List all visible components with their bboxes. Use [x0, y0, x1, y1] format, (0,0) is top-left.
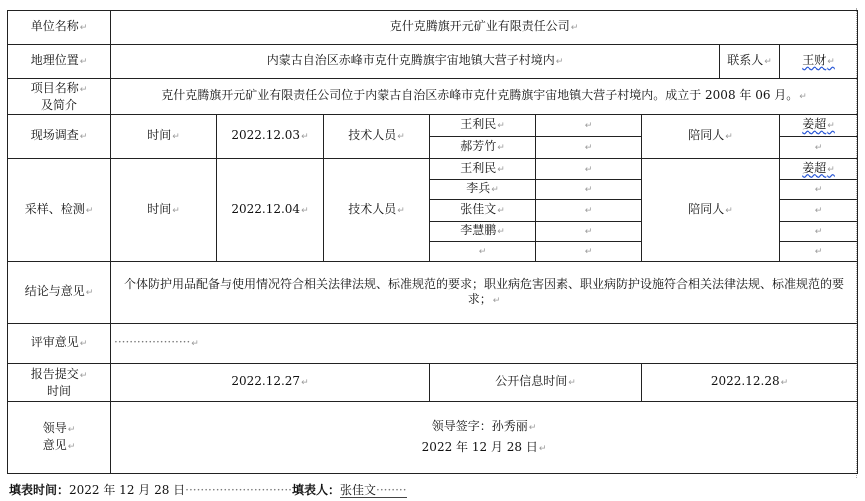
- unit-name-value[interactable]: 克什克腾旗开元矿业有限责任公司 ↵: [111, 11, 858, 45]
- project-label-line1: 项目名称 ↵: [11, 81, 107, 98]
- project-intro[interactable]: 克什克腾旗开元矿业有限责任公司位于内蒙古自治区赤峰市克什克腾旗宇宙地镇大营子村境内。成立于 2008 年 06 月。 ↵: [111, 79, 858, 115]
- site-survey-label: 现场调查 ↵: [8, 115, 111, 159]
- report-label-line2: 时间: [46, 383, 71, 398]
- sampling-companion-blank-3[interactable]: ↵: [780, 200, 858, 222]
- report-date[interactable]: 2022.12.27 ↵: [111, 364, 430, 402]
- leader-sign-line: [114, 419, 854, 436]
- row-leader: [8, 402, 858, 474]
- sampling-staff-2[interactable]: 李兵 ↵: [430, 180, 536, 200]
- sampling-companion-blank-2[interactable]: ↵: [780, 180, 858, 200]
- sampling-companion-label: 陪同人 ↵: [642, 159, 780, 262]
- filler-value[interactable]: [340, 483, 407, 498]
- sampling-companion-value[interactable]: 姜超 ↵: [802, 161, 835, 175]
- sampling-staff-1[interactable]: 王利民 ↵: [430, 159, 536, 180]
- leader-date[interactable]: 2022 年 12 月 28 日 ↵: [114, 440, 854, 457]
- sampling-staff-2-extra[interactable]: ↵: [536, 180, 642, 200]
- row-project: [8, 79, 858, 115]
- leader-label-line2: 意见 ↵: [11, 438, 107, 455]
- row-survey-1: [8, 115, 858, 137]
- survey-staff-1[interactable]: 王利民 ↵: [430, 115, 536, 137]
- sampling-tech-label: 技术人员 ↵: [324, 159, 430, 262]
- sampling-staff-4-extra[interactable]: ↵: [536, 222, 642, 242]
- survey-companion-cell: [780, 115, 858, 137]
- leader-label: [8, 402, 111, 474]
- public-time-label: 公开信息时间 ↵: [430, 364, 642, 402]
- conclusion-label: 结论与意见 ↵: [8, 262, 111, 324]
- row-location: [8, 45, 858, 79]
- leader-sign-label: 领导签字：: [431, 418, 492, 433]
- project-label: [8, 79, 111, 115]
- survey-companion-value[interactable]: 姜超 ↵: [802, 117, 835, 131]
- sampling-date[interactable]: 2022.12.04 ↵: [217, 159, 324, 262]
- contact-cell: [780, 45, 858, 79]
- survey-time-label: 时间 ↵: [111, 115, 217, 159]
- conclusion-text[interactable]: 个体防护用品配备与使用情况符合相关法律法规、标准规范的要求；职业病危害因素、职业病防护设施符合相关法律法规、标准规范的要求； ↵: [111, 262, 858, 324]
- form-footer: [9, 481, 407, 498]
- location-value[interactable]: 内蒙古自治区赤峰市克什克腾旗宇宙地镇大营子村境内 ↵: [111, 45, 720, 79]
- survey-staff-1-extra[interactable]: ↵: [536, 115, 642, 137]
- report-label: [8, 364, 111, 402]
- row-report: [8, 364, 858, 402]
- row-unit-name: [8, 11, 858, 45]
- review-value-cell[interactable]: [111, 324, 858, 364]
- sampling-time-label: 时间 ↵: [111, 159, 217, 262]
- row-sampling-1: [8, 159, 858, 180]
- filler-name: 张佳文: [340, 483, 377, 497]
- row-conclusion: [8, 262, 858, 324]
- sampling-staff-4[interactable]: 李慧鹏 ↵: [430, 222, 536, 242]
- survey-staff-2-extra[interactable]: ↵: [536, 137, 642, 159]
- sampling-label: 采样、检测 ↵: [8, 159, 111, 262]
- sampling-staff-1-extra[interactable]: ↵: [536, 159, 642, 180]
- leader-opinion-cell[interactable]: [111, 402, 858, 474]
- sampling-staff-5[interactable]: ↵: [430, 242, 536, 262]
- unit-name-label: 单位名称 ↵: [8, 11, 111, 45]
- survey-staff-2[interactable]: 郝芳竹 ↵: [430, 137, 536, 159]
- sampling-companion-cell: [780, 159, 858, 180]
- project-label-line2: 及简介: [40, 97, 77, 112]
- report-label-line1: 报告提交 ↵: [11, 367, 107, 384]
- footer-dots-2: ········: [376, 483, 407, 497]
- sampling-staff-5-extra[interactable]: ↵: [536, 242, 642, 262]
- leader-sign-name[interactable]: 孙秀丽 ↵: [492, 419, 537, 433]
- contact-value[interactable]: 王财 ↵: [802, 53, 835, 67]
- sampling-staff-3[interactable]: 张佳文 ↵: [430, 200, 536, 222]
- review-dots: ···················· ↵: [114, 335, 199, 349]
- sampling-companion-blank-5[interactable]: ↵: [780, 242, 858, 262]
- info-form-table: [7, 10, 858, 474]
- contact-label: 联系人 ↵: [720, 45, 780, 79]
- survey-companion-label: 陪同人 ↵: [642, 115, 780, 159]
- survey-tech-label: 技术人员 ↵: [324, 115, 430, 159]
- footer-dots-1: ····························: [185, 483, 292, 497]
- fill-time-label: 填表时间：: [9, 483, 70, 497]
- fill-time-value[interactable]: 2022 年 12 月 28 日: [69, 483, 186, 497]
- sampling-companion-blank-4[interactable]: ↵: [780, 222, 858, 242]
- survey-date[interactable]: 2022.12.03 ↵: [217, 115, 324, 159]
- location-label: 地理位置 ↵: [8, 45, 111, 79]
- row-review: [8, 324, 858, 364]
- review-label: 评审意见 ↵: [8, 324, 111, 364]
- filler-label: 填表人：: [291, 483, 340, 497]
- sampling-staff-3-extra[interactable]: ↵: [536, 200, 642, 222]
- leader-label-line1: 领导 ↵: [11, 421, 107, 438]
- public-date[interactable]: 2022.12.28 ↵: [642, 364, 858, 402]
- survey-companion-blank[interactable]: ↵: [780, 137, 858, 159]
